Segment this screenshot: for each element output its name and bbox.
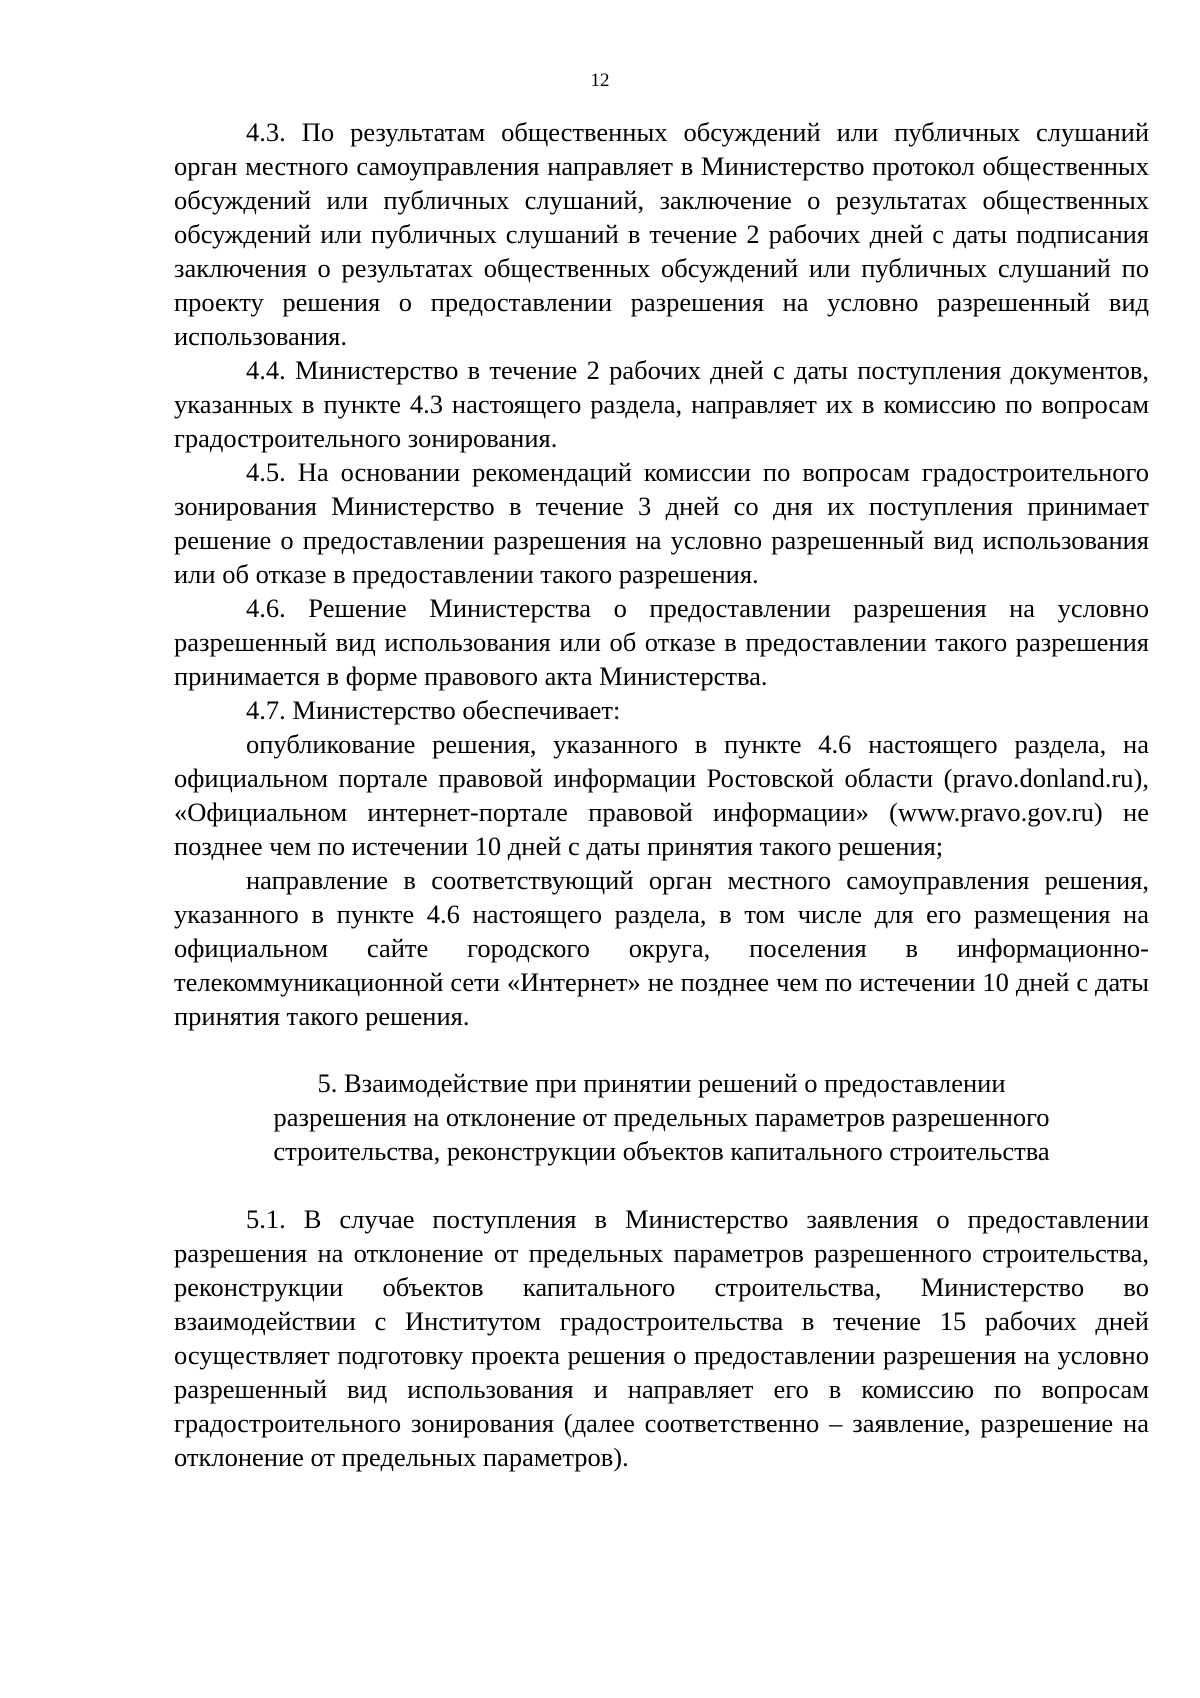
paragraph-4-6: 4.6. Решение Министерства о предоставлении разрешения на условно разрешенный вид использования или об отказе в предоставлении такого разрешения принимается в форме правового акта Министерства. bbox=[174, 593, 1149, 691]
paragraph-4-3: 4.3. По результатам общественных обсуждений или публичных слушаний орган местного самоуправления направляет в Министерство протокол общественных обсуждений или публичных слушаний, заключение о результатах общественных обсуждений или публичных слушаний в течение 2 рабочих дней с даты подписания заключения о результатах общественных обсуждений или публичных слушаний по проекту решения о предоставлении разрешения на условно разрешенный вид использования. bbox=[174, 117, 1149, 351]
paragraph-4-4: 4.4. Министерство в течение 2 рабочих дней с даты поступления документов, указанных в пункте 4.3 настоящего раздела, направляет их в комиссию по вопросам градостроительного зонирования. bbox=[174, 355, 1149, 453]
section-5-heading-line-2: разрешения на отклонение от предельных параметров разрешенного bbox=[273, 1102, 1050, 1132]
section-5-heading bbox=[174, 1066, 1149, 1168]
section-5-heading-line-3: строительства, реконструкции объектов капитального строительства bbox=[273, 1136, 1050, 1166]
document-body bbox=[174, 115, 1149, 1474]
paragraph-4-7-direction: направление в соответствующий орган местного самоуправления решения, указанного в пункте 4.6 настоящего раздела, в том числе для его размещения на официальном сайте городского округа, поселения в информационно-телекоммуникационной сети «Интернет» не позднее чем по истечении 10 дней с даты принятия такого решения. bbox=[174, 865, 1149, 1031]
paragraph-5-1: 5.1. В случае поступления в Министерство заявления о предоставлении разрешения на отклонение от предельных параметров разрешенного строительства, реконструкции объектов капитального строительства, Министерство во взаимодействии с Институтом градостроительства в течение 15 рабочих дней осуществляет подготовку проекта решения о предоставлении разрешения на условно разрешенный вид использования и направляет его в комиссию по вопросам градостроительного зонирования (далее соответственно – заявление, разрешение на отклонение от предельных параметров). bbox=[174, 1204, 1149, 1472]
paragraph-4-7-publication: опубликование решения, указанного в пункте 4.6 настоящего раздела, на официальном портале правовой информации Ростовской области (pravo.donland.ru), «Официальном интернет-портале правовой информации» (www.pravo.gov.ru) не позднее чем по истечении 10 дней с даты принятия такого решения; bbox=[174, 729, 1149, 861]
paragraph-4-5: 4.5. На основании рекомендаций комиссии по вопросам градостроительного зонирования Министерство в течение 3 дней со дня их поступления принимает решение о предоставлении разрешения на условно разрешенный вид использования или об отказе в предоставлении такого разрешения. bbox=[174, 457, 1149, 589]
paragraph-4-7: 4.7. Министерство обеспечивает: bbox=[246, 695, 621, 725]
page-number: 12 bbox=[590, 70, 610, 91]
section-5-heading-line-1: 5. Взаимодействие при принятии решений о предоставлении bbox=[317, 1068, 1006, 1098]
